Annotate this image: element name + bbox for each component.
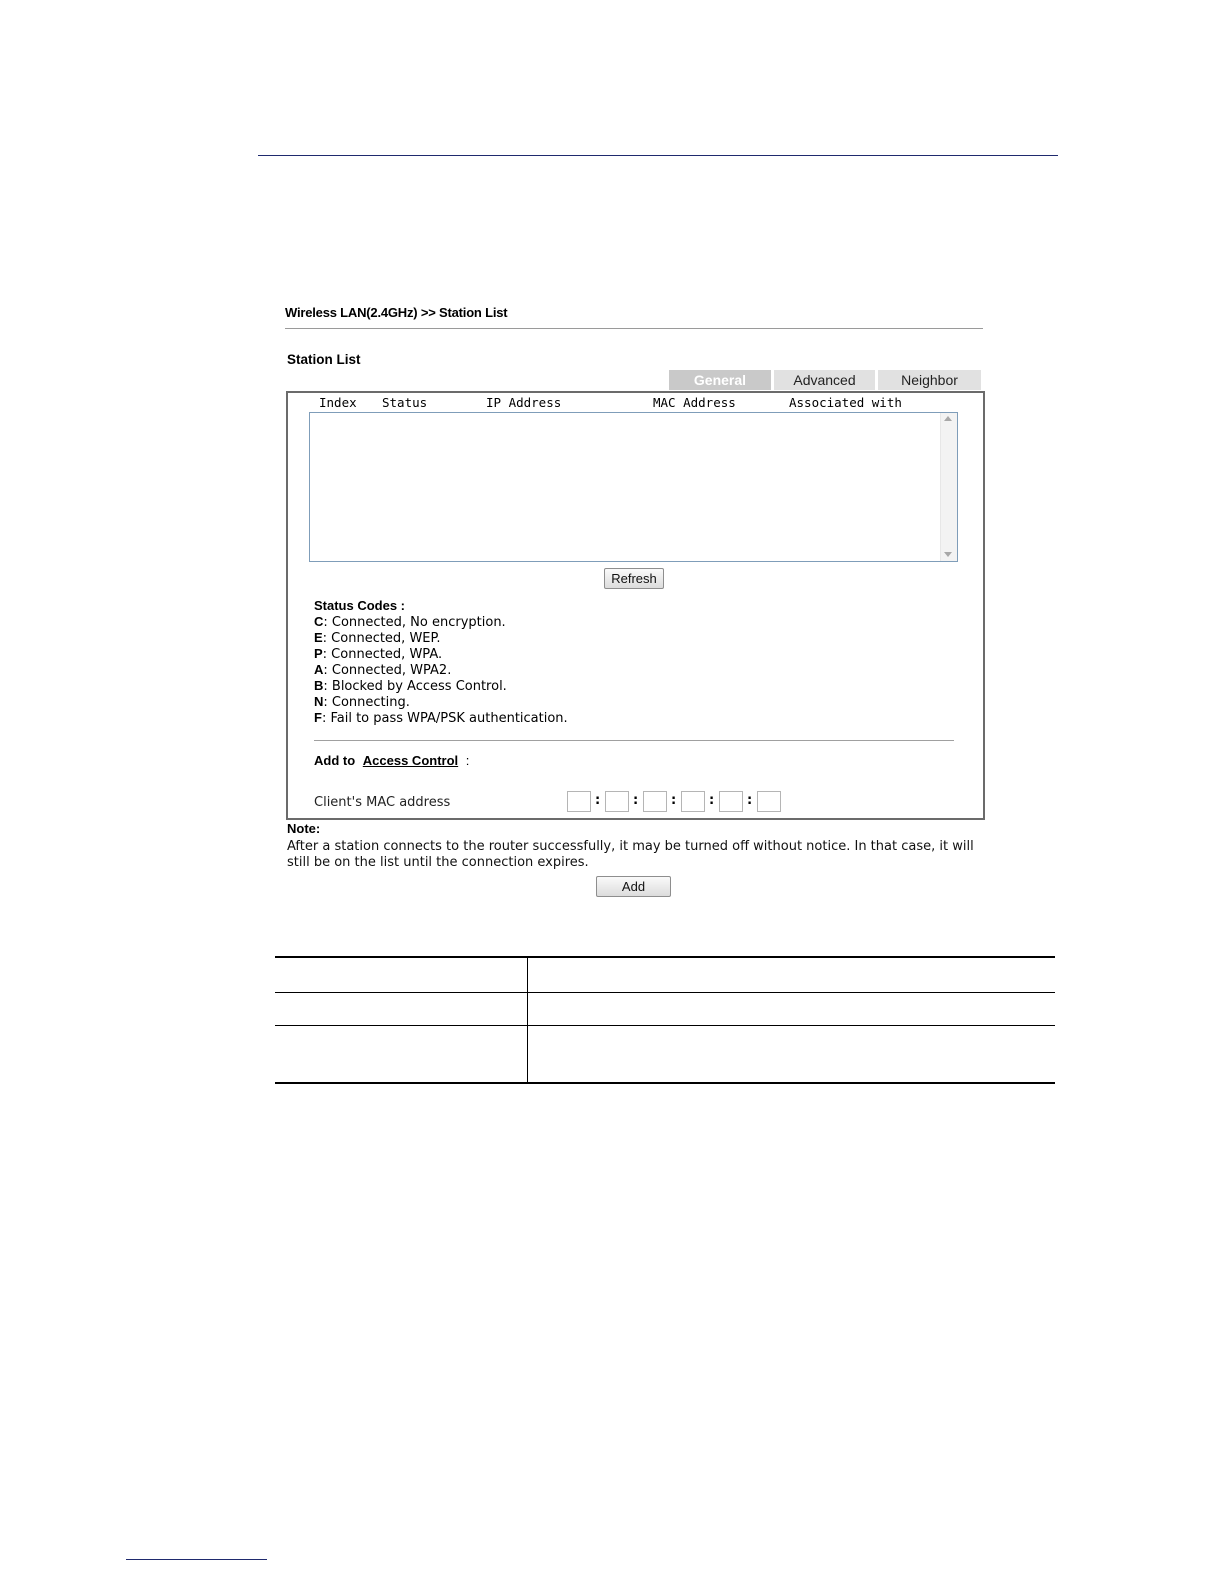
mac-separator: : [709, 793, 715, 808]
mac-octet-2-input[interactable] [605, 791, 629, 812]
scroll-up-arrow-icon[interactable] [944, 416, 952, 421]
table-row-rule [275, 992, 1055, 993]
mac-octet-1-input[interactable] [567, 791, 591, 812]
mac-separator: : [671, 793, 677, 808]
status-code-letter: F [314, 710, 322, 725]
status-code-letter: B [314, 678, 324, 693]
tab-advanced[interactable]: Advanced [774, 370, 875, 390]
status-code-item [314, 646, 442, 662]
scrollbar[interactable] [940, 413, 957, 561]
status-code-letter: P [314, 646, 323, 661]
status-code-item [314, 694, 410, 710]
scroll-down-arrow-icon[interactable] [944, 552, 952, 557]
status-codes-title: Status Codes : [314, 598, 406, 613]
status-code-letter: N [314, 694, 324, 709]
column-header-status: Status [382, 395, 428, 410]
mac-octet-4-input[interactable] [681, 791, 705, 812]
breadcrumb: Wireless LAN(2.4GHz) >> Station List [285, 305, 508, 320]
add-button[interactable]: Add [596, 876, 671, 897]
status-code-description: : Fail to pass WPA/PSK authentication. [321, 711, 568, 726]
status-code-letter: C [314, 614, 324, 629]
status-code-item [314, 678, 507, 694]
status-code-description: : Connected, No encryption. [323, 615, 506, 630]
add-to-access-control [314, 753, 469, 768]
status-code-description: : Connected, WEP. [322, 631, 441, 646]
breadcrumb-divider [285, 328, 983, 329]
note-text: After a station connects to the router successfully, it may be turned off without notice. In that case, it will still be on the list until the connection expires. [287, 839, 974, 870]
add-to-suffix: : [465, 753, 470, 768]
station-list-box[interactable] [309, 412, 958, 562]
mac-octet-3-input[interactable] [643, 791, 667, 812]
top-rule [258, 155, 1058, 156]
status-code-letter: A [314, 662, 324, 677]
tab-general[interactable]: General [669, 370, 771, 390]
status-code-item [314, 662, 451, 678]
tab-neighbor[interactable]: Neighbor [878, 370, 981, 390]
status-code-description: : Connected, WPA2. [323, 663, 452, 678]
column-header-associated-with: Associated with [789, 395, 902, 410]
status-code-description: : Connecting. [323, 695, 410, 710]
section-divider [314, 740, 954, 741]
mac-separator: : [595, 793, 601, 808]
mac-separator: : [633, 793, 639, 808]
mac-separator: : [747, 793, 753, 808]
status-code-description: : Blocked by Access Control. [323, 679, 507, 694]
column-header-index: Index [319, 395, 357, 410]
mac-octet-5-input[interactable] [719, 791, 743, 812]
add-to-label: Add to [314, 753, 356, 768]
status-code-item [314, 630, 440, 646]
column-header-mac-address: MAC Address [653, 395, 736, 410]
table-row-rule [275, 1025, 1055, 1026]
refresh-button[interactable]: Refresh [604, 568, 664, 589]
table-column-divider [527, 957, 528, 1083]
status-code-item [314, 710, 568, 726]
access-control-link[interactable]: Access Control [362, 753, 459, 768]
client-mac-label: Client's MAC address [314, 795, 451, 810]
table-bottom-rule [275, 1082, 1055, 1084]
status-code-item [314, 614, 506, 630]
column-header-ip-address: IP Address [486, 395, 562, 410]
table-top-rule [275, 956, 1055, 958]
status-code-description: : Connected, WPA. [322, 647, 443, 662]
section-title: Station List [287, 352, 361, 367]
mac-octet-6-input[interactable] [757, 791, 781, 812]
note-title: Note: [287, 821, 321, 836]
footer-rule [126, 1559, 267, 1560]
status-code-letter: E [314, 630, 323, 645]
